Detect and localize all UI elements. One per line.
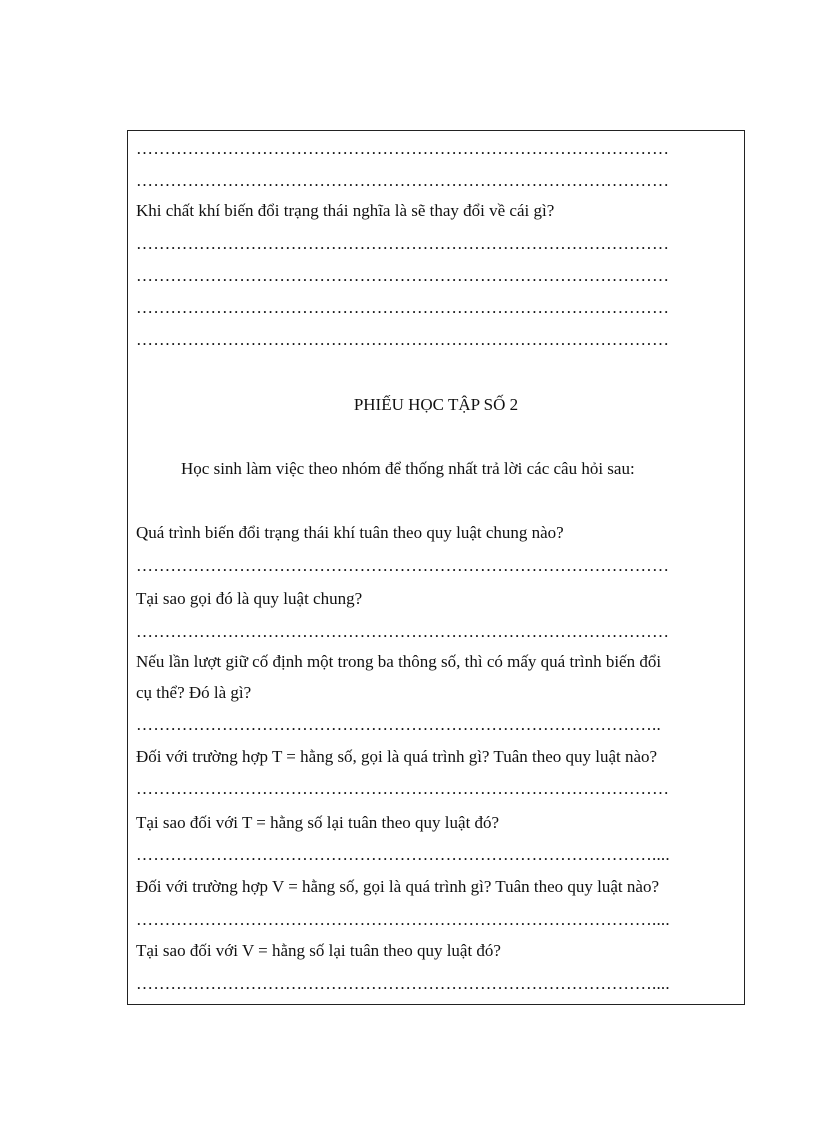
answer-dots: ……………………………………………………………………………….... — [136, 974, 670, 993]
worksheet-title: PHIẾU HỌC TẬP SỐ 2 — [353, 395, 519, 414]
worksheet-box — [127, 130, 745, 1005]
answer-dots: ………………………………………………………………………………… — [136, 171, 670, 190]
answer-dots: ……………………………………………………………………………….... — [136, 910, 670, 929]
answer-dots: ………………………………………………………………………………… — [136, 330, 670, 349]
answer-dots: ………………………………………………………………………………… — [136, 266, 670, 285]
answer-dots: ……………………………………………………………………………….. — [136, 715, 661, 734]
question-intro: Khi chất khí biến đổi trạng thái nghĩa là sẽ thay đổi về cái gì? — [136, 201, 555, 220]
answer-dots: ………………………………………………………………………………… — [136, 234, 670, 253]
answer-dots: ………………………………………………………………………………… — [136, 139, 670, 158]
answer-dots: ……………………………………………………………………………….... — [136, 845, 670, 864]
question-4: Đối với trường hợp T = hằng số, gọi là quá trình gì? Tuân theo quy luật nào? — [136, 747, 658, 766]
question-6: Đối với trường hợp V = hằng số, gọi là quá trình gì? Tuân theo quy luật nào? — [136, 877, 659, 896]
instruction-text: Học sinh làm việc theo nhóm để thống nhất trả lời các câu hỏi sau: — [181, 459, 635, 478]
answer-dots: ………………………………………………………………………………… — [136, 556, 670, 575]
answer-dots: ………………………………………………………………………………… — [136, 779, 670, 798]
question-5: Tại sao đối với T = hằng số lại tuân theo quy luật đó? — [136, 813, 500, 832]
question-3-line-2: cụ thể? Đó là gì? — [136, 683, 252, 702]
answer-dots: ………………………………………………………………………………… — [136, 622, 670, 641]
question-3-line-1: Nếu lần lượt giữ cố định một trong ba thông số, thì có mấy quá trình biến đổi — [136, 652, 662, 671]
question-1: Quá trình biến đổi trạng thái khí tuân theo quy luật chung nào? — [136, 523, 564, 542]
question-7: Tại sao đối với V = hằng số lại tuân theo quy luật đó? — [136, 941, 501, 960]
answer-dots: ………………………………………………………………………………… — [136, 298, 670, 317]
question-2: Tại sao gọi đó là quy luật chung? — [136, 589, 363, 608]
